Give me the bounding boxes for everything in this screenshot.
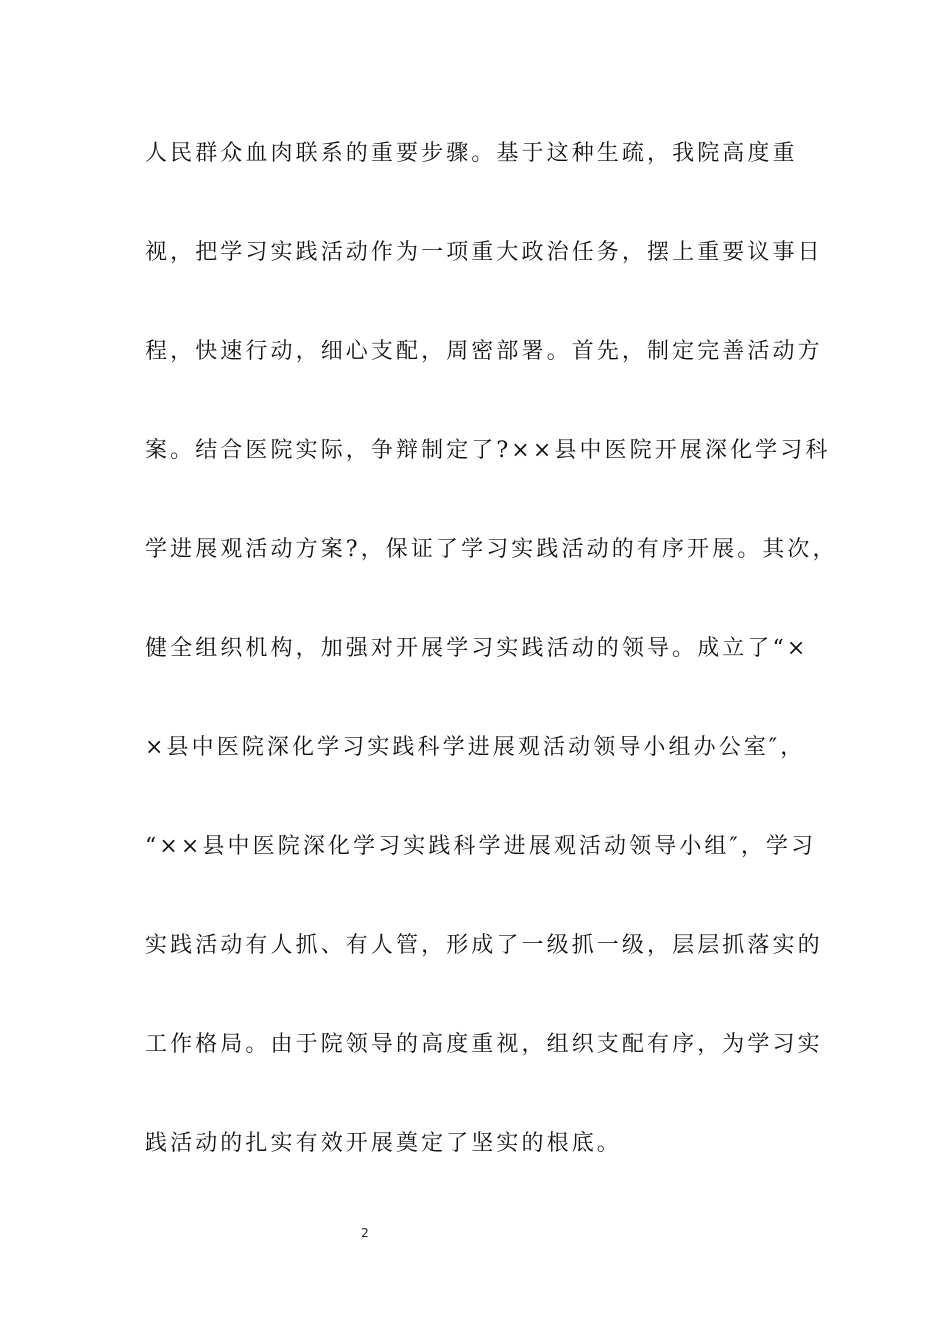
text-line-5: 学进展观活动方案?，保证了学习实践活动的有序开展。其次， bbox=[145, 537, 838, 562]
text-line-10: 工作格局。由于院领导的高度重视，组织支配有序，为学习实 bbox=[145, 1032, 823, 1057]
text-line-9: 实践活动有人抓、有人管，形成了一级抓一级，层层抓落实的 bbox=[145, 933, 823, 958]
page-number: 2 bbox=[361, 1226, 369, 1240]
text-line-1: 人民群众血肉联系的重要步骤。基于这种生疏，我院高度重 bbox=[145, 141, 798, 166]
text-line-4: 案。结合医院实际，争辩制定了?××县中医院开展深化学习科 bbox=[145, 438, 831, 463]
text-line-6: 健全组织机构，加强对开展学习实践活动的领导。成立了“× bbox=[145, 636, 809, 661]
text-line-11: 践活动的扎实有效开展奠定了坚实的根底。 bbox=[145, 1131, 622, 1156]
text-line-8: “××县中医院深化学习实践科学进展观活动领导小组″，学习 bbox=[145, 834, 817, 859]
text-line-3: 程，快速行动，细心支配，周密部署。首先，制定完善活动方 bbox=[145, 339, 823, 364]
text-line-7: ×县中医院深化学习实践科学进展观活动领导小组办公室″， bbox=[145, 735, 806, 760]
body-paragraph bbox=[145, 128, 838, 1217]
text-line-2: 视，把学习实践活动作为一项重大政治任务，摆上重要议事日 bbox=[145, 240, 823, 265]
